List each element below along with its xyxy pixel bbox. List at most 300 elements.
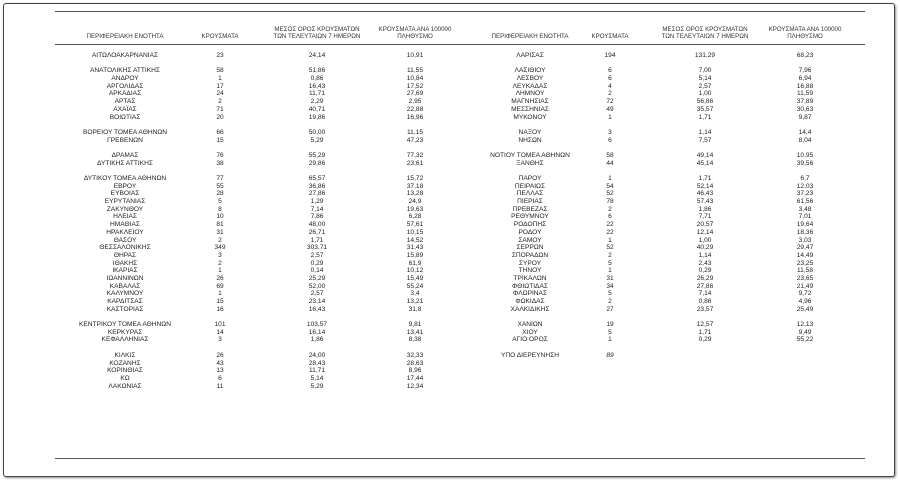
cases-value: 77 <box>216 175 224 182</box>
cases-value: 2 <box>218 236 222 244</box>
row-gap <box>365 344 465 352</box>
region-name: ΖΑΚΥΝΘΟΥ <box>106 205 144 213</box>
cases-value: 1 <box>218 75 222 83</box>
per100k-value: 15,89 <box>406 251 424 259</box>
per100k-value: 6,28 <box>408 213 422 221</box>
avg-7day-value: 49,14 <box>696 151 714 159</box>
avg-7day-value: 7,57 <box>698 136 712 144</box>
per100k-value: 11,15 <box>406 128 423 136</box>
avg-7day-value: 57,43 <box>696 198 714 206</box>
region-name: ΛΑΚΩΝΙΑΣ <box>108 382 142 390</box>
per100k-value: 39,56 <box>796 159 814 167</box>
row-gap <box>262 121 372 129</box>
row-gap <box>262 60 372 68</box>
cases-value: 15 <box>216 136 224 144</box>
per100k-value: 11,58 <box>796 267 813 275</box>
cases-value: 2 <box>608 90 612 98</box>
per100k-value: 6,7 <box>800 175 810 182</box>
per100k-value: 22,88 <box>406 105 424 113</box>
avg-7day-value: 7,14 <box>698 290 712 298</box>
row-gap <box>755 60 855 68</box>
per100k-value: 2,95 <box>408 98 422 106</box>
region-name: ΑΝΑΤΟΛΙΚΗΣ ΑΤΤΙΚΗΣ <box>90 67 160 75</box>
left-avg-column <box>262 52 372 390</box>
cases-value: 2 <box>608 298 612 305</box>
region-name: ΣΕΡΡΩΝ <box>516 244 544 252</box>
avg-7day-value: 0,29 <box>310 259 324 267</box>
avg-7day-value: 0,86 <box>698 298 712 305</box>
cases-value: 101 <box>214 321 226 329</box>
row-gap <box>755 313 855 321</box>
region-name: ΔΥΤΙΚΟΥ ΤΟΜΕΑ ΑΘΗΝΩΝ <box>83 175 167 182</box>
region-name: ΣΠΟΡΑΔΩΝ <box>511 251 549 259</box>
cases-value: 26 <box>216 274 224 282</box>
row-gap <box>190 344 250 352</box>
per100k-value: 31,43 <box>406 244 424 252</box>
avg-7day-value <box>650 352 760 360</box>
cases-value: 72 <box>606 98 614 106</box>
avg-7day-value: 303,71 <box>306 244 328 252</box>
region-name: ΤΗΝΟΥ <box>518 267 542 275</box>
left-per100k-column <box>365 52 465 390</box>
region-name: ΡΕΘΥΜΝΟΥ <box>511 213 549 221</box>
avg-7day-value: 7,00 <box>698 67 712 75</box>
row-gap <box>365 60 465 68</box>
avg-7day-value: 56,86 <box>696 98 714 106</box>
header-per-left <box>365 26 465 41</box>
avg-7day-value: 7,86 <box>310 213 324 221</box>
region-name: ΚΑΡΔΙΤΣΑΣ <box>107 298 143 305</box>
avg-7day-value: 46,43 <box>696 190 714 198</box>
cases-value: 6 <box>218 374 222 382</box>
cases-value: 19 <box>606 321 614 329</box>
region-name: ΑΓΙΟ ΟΡΟΣ <box>512 336 548 344</box>
header-per-right <box>755 26 855 41</box>
right-per100k-column <box>755 52 855 360</box>
region-name: ΣΥΡΟΥ <box>518 259 542 267</box>
cases-value: 11 <box>216 382 224 390</box>
cases-value: 10 <box>216 213 224 221</box>
avg-7day-value: 7,14 <box>310 205 324 213</box>
region-name: ΡΟΔΟΥ <box>518 228 542 236</box>
avg-7day-value: 51,86 <box>308 67 326 75</box>
avg-7day-value: 25,29 <box>308 274 326 282</box>
per100k-value: 23,61 <box>406 159 424 167</box>
avg-7day-value: 0,86 <box>310 75 324 83</box>
per100k-value: 31,8 <box>408 305 422 313</box>
cases-value: 6 <box>608 67 612 75</box>
cases-value: 20 <box>216 113 224 121</box>
region-name: ΣΑΜΟΥ <box>518 236 542 244</box>
per100k-value: 23,65 <box>796 274 814 282</box>
cases-value: 55 <box>216 182 224 190</box>
region-name: ΚΟΡΙΝΘΙΑΣ <box>107 367 143 375</box>
row-gap <box>365 121 465 129</box>
per100k-value: 6,94 <box>798 75 812 83</box>
avg-7day-value: 48,00 <box>308 221 326 229</box>
region-name: ΠΡΕΒΕΖΑΣ <box>512 205 548 213</box>
row-gap <box>55 344 195 352</box>
region-name: ΜΕΣΣΗΝΙΑΣ <box>511 105 549 113</box>
region-name: ΑΡΤΑΣ <box>114 98 136 106</box>
cases-value: 58 <box>606 151 614 159</box>
per100k-value: 8,38 <box>408 336 422 344</box>
right-avg-column <box>650 52 760 360</box>
row-gap <box>262 144 372 152</box>
cases-value: 1 <box>608 236 612 244</box>
cases-value: 5 <box>608 259 612 267</box>
per100k-value: 61,9 <box>408 259 422 267</box>
region-name: ΛΕΥΚΑΔΑΣ <box>512 82 548 90</box>
per100k-value: 28,63 <box>406 359 424 367</box>
avg-7day-value: 28,43 <box>308 359 326 367</box>
avg-7day-value: 26,71 <box>308 228 326 236</box>
cases-value: 1 <box>608 175 612 182</box>
cases-value: 5 <box>608 328 612 336</box>
row-gap <box>650 167 760 175</box>
row-gap <box>190 313 250 321</box>
cases-value: 22 <box>606 228 614 236</box>
cases-value: 52 <box>606 244 614 252</box>
header-avg-line2: ΤΩΝ ΤΕΛΕΥΤΑΙΩΝ 7 ΗΜΕΡΩΝ <box>661 33 749 41</box>
per100k-value: 10,91 <box>406 52 424 59</box>
avg-7day-value: 45,14 <box>696 159 714 167</box>
avg-7day-value: 1,00 <box>698 236 712 244</box>
header-per-line2: ΠΛΗΘΥΣΜΟ <box>397 33 433 41</box>
per100k-value: 13,21 <box>406 298 424 305</box>
cases-value: 38 <box>216 159 224 167</box>
per100k-value: 14,4 <box>798 128 812 136</box>
row-gap <box>580 60 640 68</box>
row-gap <box>580 144 640 152</box>
avg-7day-value: 2,57 <box>310 290 324 298</box>
region-name: ΚΕΝΤΡΙΚΟΥ ΤΟΜΕΑ ΑΘΗΝΩΝ <box>79 321 171 329</box>
per100k-value: 19,63 <box>406 205 424 213</box>
region-name: ΚΕΡΚΥΡΑΣ <box>107 328 143 336</box>
per100k-value: 16,88 <box>796 82 814 90</box>
per100k-value: 57,61 <box>406 221 424 229</box>
region-name: ΜΥΚΟΝΟΥ <box>513 113 547 121</box>
cases-value: 6 <box>608 136 612 144</box>
region-name: ΠΕΛΛΑΣ <box>516 190 544 198</box>
per100k-value: 47,23 <box>406 136 424 144</box>
top-rule <box>55 11 865 12</box>
per100k-value: 32,33 <box>406 351 424 359</box>
cases-value: 2 <box>218 259 222 267</box>
region-name: ΛΕΣΒΟΥ <box>516 75 544 83</box>
row-gap <box>580 344 640 352</box>
region-name: ΞΑΝΘΗΣ <box>516 159 544 167</box>
avg-7day-value: 36,86 <box>308 182 326 190</box>
cases-value: 1 <box>218 290 222 298</box>
avg-7day-value: 19,86 <box>308 113 326 121</box>
region-name: ΚΩ <box>120 374 130 382</box>
row-gap <box>460 344 600 352</box>
avg-7day-value: 1,86 <box>310 336 324 344</box>
row-gap <box>55 121 195 129</box>
header-cases-left: ΚΡΟΥΣΜΑΤΑ <box>201 33 239 40</box>
per100k-value: 30,63 <box>796 105 814 113</box>
region-name: ΗΡΑΚΛΕΙΟΥ <box>106 228 144 236</box>
avg-7day-value: 11,71 <box>308 367 325 375</box>
avg-7day-value: 12,57 <box>696 321 714 329</box>
avg-7day-value: 1,71 <box>310 236 324 244</box>
region-name: ΚΑΛΥΜΝΟΥ <box>106 290 144 298</box>
avg-7day-value: 65,57 <box>308 175 326 182</box>
per100k-value: 10,15 <box>406 228 424 236</box>
row-gap <box>650 313 760 321</box>
cases-value: 49 <box>606 105 614 113</box>
per100k-value: 29,47 <box>796 244 814 252</box>
cases-value: 349 <box>214 244 226 252</box>
avg-7day-value: 5,14 <box>310 374 324 382</box>
per100k-value: 61,56 <box>796 198 814 206</box>
per100k-value: 55,22 <box>796 336 814 344</box>
region-name: ΔΡΑΜΑΣ <box>111 151 139 159</box>
region-name: ΕΥΡΥΤΑΝΙΑΣ <box>104 198 146 206</box>
region-name: ΡΟΔΟΠΗΣ <box>513 221 547 229</box>
region-name: ΔΥΤΙΚΗΣ ΑΤΤΙΚΗΣ <box>97 159 153 167</box>
per100k-value: 12,13 <box>796 321 814 329</box>
region-name: ΑΝΔΡΟΥ <box>111 75 139 83</box>
region-name: ΠΑΡΟΥ <box>518 175 542 182</box>
row-gap <box>190 60 250 68</box>
region-name: ΗΜΑΘΙΑΣ <box>110 221 140 229</box>
row-gap <box>460 60 600 68</box>
row-gap <box>262 313 372 321</box>
per100k-value: 4,96 <box>798 298 812 305</box>
cases-value: 1 <box>608 267 612 275</box>
header-avg-right <box>650 26 760 41</box>
region-name: ΝΑΞΟΥ <box>518 128 542 136</box>
region-name: ΛΑΡΙΣΑΣ <box>516 52 544 59</box>
per100k-value: 55,24 <box>406 282 424 290</box>
per100k-value: 15,72 <box>406 175 424 182</box>
cases-value: 26 <box>216 351 224 359</box>
region-name: ΑΡΚΑΔΙΑΣ <box>108 90 142 98</box>
per100k-value: 37,18 <box>406 182 424 190</box>
avg-7day-value: 131,29 <box>694 52 716 59</box>
cases-value: 13 <box>216 367 224 375</box>
header-cases-right: ΚΡΟΥΣΜΑΤΑ <box>591 33 629 40</box>
per100k-value: 10,12 <box>406 267 424 275</box>
cases-value: 2 <box>608 251 612 259</box>
region-name: ΘΗΡΑΣ <box>113 251 137 259</box>
row-gap <box>55 60 195 68</box>
per100k-value: 14,49 <box>796 251 814 259</box>
cases-value: 27 <box>606 305 614 313</box>
avg-7day-value: 1,71 <box>698 328 712 336</box>
per100k-value: 3,48 <box>798 205 812 213</box>
per100k-value: 25,49 <box>796 305 814 313</box>
region-name: ΙΩΑΝΝΙΝΩΝ <box>106 274 144 282</box>
per100k-value: 11,59 <box>796 90 813 98</box>
avg-7day-value: 11,71 <box>308 90 325 98</box>
per100k-value: 10,84 <box>406 75 424 83</box>
per100k-value: 21,49 <box>796 282 814 290</box>
row-gap <box>460 121 600 129</box>
row-gap <box>580 313 640 321</box>
header-region-left: ΠΕΡΙΦΕΡΕΙΑΚΗ ΕΝΟΤΗΤΑ <box>86 33 164 40</box>
avg-7day-value: 1,14 <box>698 128 712 136</box>
cases-value: 2 <box>218 98 222 106</box>
cases-value: 17 <box>216 82 224 90</box>
region-name: ΒΟΡΕΙΟΥ ΤΟΜΕΑ ΑΘΗΝΩΝ <box>82 128 168 136</box>
region-name: ΥΠΟ ΔΙΕΡΕΥΝΗΣΗ <box>501 351 559 359</box>
per100k-value: 13,28 <box>406 190 424 198</box>
avg-7day-value: 5,14 <box>698 75 712 83</box>
region-name: ΗΛΕΙΑΣ <box>113 213 137 221</box>
cases-value: 31 <box>216 228 224 236</box>
cases-value: 3 <box>218 251 222 259</box>
region-name: ΝΟΤΙΟΥ ΤΟΜΕΑ ΑΘΗΝΩΝ <box>490 151 570 159</box>
per100k-value: 9,49 <box>798 328 812 336</box>
region-name: ΦΩΚΙΔΑΣ <box>515 298 545 305</box>
avg-7day-value: 23,14 <box>308 298 326 305</box>
avg-7day-value: 1,00 <box>698 90 712 98</box>
avg-7day-value: 1,86 <box>698 205 712 213</box>
row-gap <box>262 344 372 352</box>
cases-value: 4 <box>608 82 612 90</box>
region-name: ΠΙΕΡΙΑΣ <box>517 198 543 206</box>
cases-value: 6 <box>608 75 612 83</box>
region-name: ΕΥΒΟΙΑΣ <box>110 190 140 198</box>
cases-value: 66 <box>216 128 224 136</box>
cases-value: 3 <box>218 336 222 344</box>
avg-7day-value: 23,57 <box>696 305 714 313</box>
region-name: ΙΚΑΡΙΑΣ <box>112 267 138 275</box>
region-name: ΧΙΟΥ <box>522 328 538 336</box>
avg-7day-value: 40,29 <box>696 244 714 252</box>
avg-7day-value: 2,43 <box>698 259 712 267</box>
region-name: ΘΕΣΣΑΛΟΝΙΚΗΣ <box>99 244 151 252</box>
cases-value: 43 <box>216 359 224 367</box>
row-gap <box>365 167 465 175</box>
cases-value: 54 <box>606 182 614 190</box>
cases-value: 1 <box>218 267 222 275</box>
avg-7day-value: 20,57 <box>696 221 714 229</box>
row-gap <box>190 121 250 129</box>
per100k-value: 15,49 <box>406 274 424 282</box>
per100k-value: 24,9 <box>408 198 422 206</box>
avg-7day-value: 24,14 <box>308 52 326 59</box>
row-gap <box>650 60 760 68</box>
region-name: ΜΑΓΝΗΣΙΑΣ <box>511 98 549 106</box>
avg-7day-value: 5,29 <box>310 382 324 390</box>
region-name: ΒΟΙΩΤΙΑΣ <box>109 113 141 121</box>
cases-value: 6 <box>608 213 612 221</box>
per100k-value: 3,03 <box>798 236 812 244</box>
per100k-value: 68,23 <box>796 52 814 59</box>
cases-value: 44 <box>606 159 614 167</box>
per100k-value: 18,36 <box>796 228 814 236</box>
cases-value: 15 <box>216 298 224 305</box>
header-rule <box>55 44 865 45</box>
avg-7day-value: 29,86 <box>308 159 326 167</box>
per100k-value: 77,32 <box>406 151 424 159</box>
cases-value: 24 <box>216 90 224 98</box>
row-gap <box>755 167 855 175</box>
per100k-value: 17,52 <box>406 82 424 90</box>
cases-value: 194 <box>604 52 616 59</box>
row-gap <box>580 121 640 129</box>
per100k-value: 8,96 <box>408 367 422 375</box>
avg-7day-value: 16,43 <box>308 82 326 90</box>
cases-value: 2 <box>608 205 612 213</box>
region-name: ΕΒΡΟΥ <box>113 182 137 190</box>
region-name: ΚΙΛΚΙΣ <box>114 351 136 359</box>
header-avg-line1: ΜΕΣΟΣ ΟΡΟΣ ΚΡΟΥΣΜΑΤΩΝ <box>662 26 748 33</box>
header-per-line1: ΚΡΟΥΣΜΑΤΑ ΑΝΑ 100000 <box>378 26 452 33</box>
per100k-value: 9,81 <box>408 321 422 329</box>
per100k-value: 12,34 <box>406 382 424 390</box>
per100k-value: 19,64 <box>796 221 814 229</box>
cases-value: 5 <box>218 198 222 206</box>
right-cases-column <box>580 52 640 360</box>
region-name: ΧΑΝΙΩΝ <box>517 321 543 329</box>
cases-value: 76 <box>216 151 224 159</box>
per100k-value: 12,03 <box>796 182 814 190</box>
region-name: ΛΑΣΙΘΙΟΥ <box>514 67 546 75</box>
cases-value: 8 <box>218 205 222 213</box>
region-name: ΙΘΑΚΗΣ <box>112 259 138 267</box>
per100k-value: 7,01 <box>798 213 812 221</box>
per100k-value <box>755 352 855 360</box>
avg-7day-value: 0,29 <box>698 336 712 344</box>
per100k-value: 37,89 <box>796 98 814 106</box>
region-name: ΘΑΣΟΥ <box>113 236 137 244</box>
cases-value: 3 <box>608 128 612 136</box>
cases-value: 23 <box>216 52 224 59</box>
cases-value: 34 <box>606 282 614 290</box>
right-region-column <box>460 52 600 360</box>
per100k-value: 9,87 <box>798 113 812 121</box>
row-gap <box>650 144 760 152</box>
avg-7day-value: 2,57 <box>310 251 324 259</box>
per100k-value: 23,25 <box>796 259 814 267</box>
row-gap <box>55 144 195 152</box>
region-name: ΛΗΜΝΟΥ <box>515 90 545 98</box>
header-avg-left <box>262 26 372 41</box>
per100k-value: 11,55 <box>406 67 423 75</box>
avg-7day-value: 52,00 <box>308 282 326 290</box>
row-gap <box>650 121 760 129</box>
left-region-column <box>55 52 195 390</box>
cases-value: 52 <box>606 190 614 198</box>
avg-7day-value: 0,29 <box>698 267 712 275</box>
avg-7day-value: 24,00 <box>308 351 326 359</box>
avg-7day-value: 16,14 <box>308 328 326 336</box>
cases-value: 78 <box>606 198 614 206</box>
per100k-value: 10,95 <box>796 151 814 159</box>
avg-7day-value: 1,71 <box>698 113 712 121</box>
avg-7day-value: 50,00 <box>308 128 326 136</box>
row-gap <box>460 313 600 321</box>
avg-7day-value: 40,71 <box>308 105 326 113</box>
per100k-value: 9,72 <box>798 290 812 298</box>
avg-7day-value: 5,29 <box>310 136 324 144</box>
header-region-right: ΠΕΡΙΦΕΡΕΙΑΚΗ ΕΝΟΤΗΤΑ <box>491 33 569 40</box>
avg-7day-value: 1,29 <box>310 198 324 206</box>
header-per-line2: ΠΛΗΘΥΣΜΟ <box>787 33 823 41</box>
avg-7day-value: 2,29 <box>310 98 324 106</box>
row-gap <box>460 167 600 175</box>
per100k-value: 37,23 <box>796 190 814 198</box>
region-name: ΚΑΒΑΛΑΣ <box>109 282 141 290</box>
cases-value: 28 <box>216 190 224 198</box>
avg-7day-value: 1,71 <box>698 175 712 182</box>
region-name: ΓΡΕΒΕΝΩΝ <box>107 136 143 144</box>
